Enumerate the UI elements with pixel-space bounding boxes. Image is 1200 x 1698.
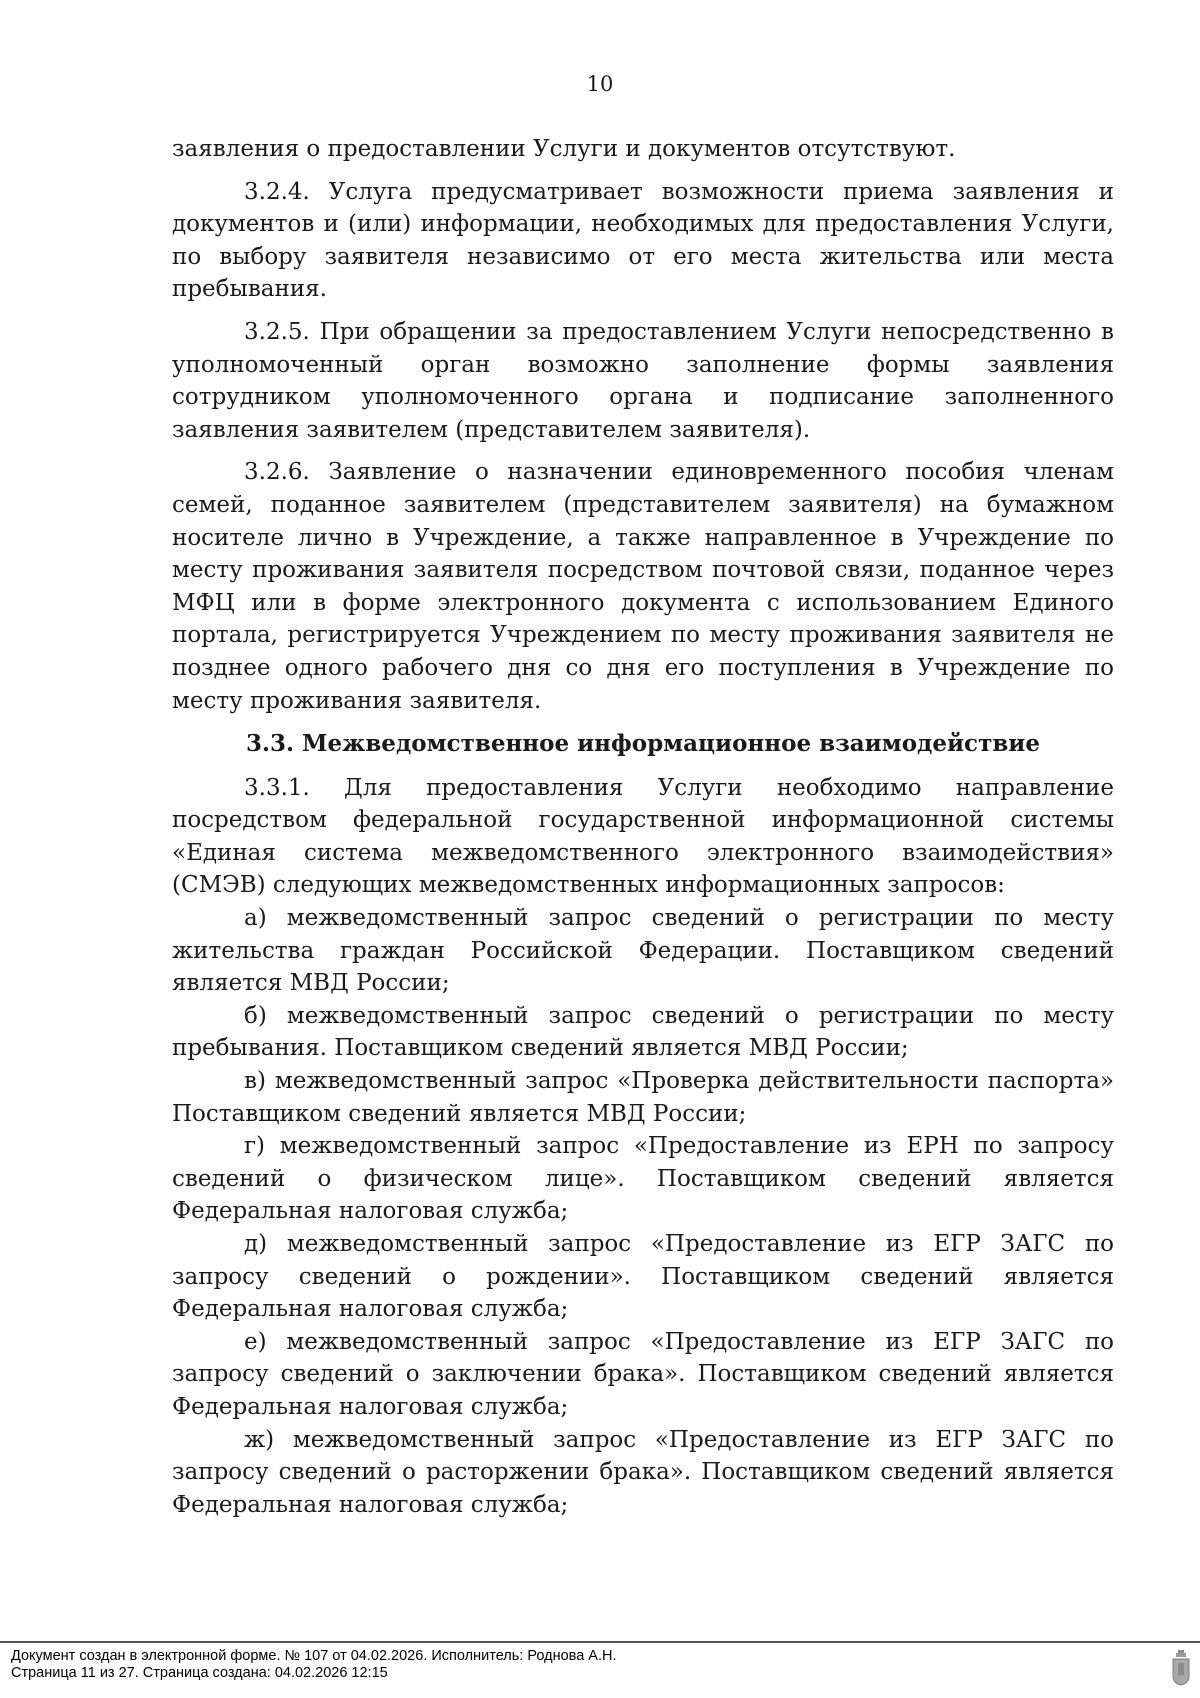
document-body	[172, 133, 1114, 1521]
paragraph-3-2-5: 3.2.5. При обращении за предоставлением Услуги непосредственно в уполномоченный орган возможно заполнение формы заявления сотрудником уполномоченного органа и подписание заполненного заявления заявителем (представителем заявителя).	[172, 318, 1114, 443]
coat-of-arms-icon	[1172, 1650, 1190, 1686]
paragraph-3-2-6: 3.2.6. Заявление о назначении единовременного пособия членам семей, поданное заявителем (представителем заявителя) на бумажном носителе лично в Учреждение, а также направленное в Учреждение по месту проживания заявителя посредством почтовой связи, поданное через МФЦ или в форме электронного документа с использованием Единого портала, регистрируется Учреждением по месту проживания заявителя не позднее одного рабочего дня со дня его поступления в Учреждение по месту проживания заявителя.	[172, 459, 1114, 714]
footer-line-2: Страница 11 из 27. Страница создана: 04.02.2026 12:15	[11, 1665, 388, 1681]
footer	[11, 1648, 617, 1682]
list-item-g: г) межведомственный запрос «Предоставление из ЕРН по запросу сведений о физическом лице». Поставщиком сведений является Федеральная налоговая служба;	[172, 1133, 1114, 1225]
section-heading-3-3: 3.3. Межведомственное информационное взаимодействие	[245, 730, 1040, 758]
list-item-d: д) межведомственный запрос «Предоставление из ЕГР ЗАГС по запросу сведений о рождении». Поставщиком сведений является Федеральная налоговая служба;	[172, 1231, 1114, 1323]
page-number: 10	[586, 72, 614, 96]
paragraph-continuation: заявления о предоставлении Услуги и документов отсутствуют.	[172, 136, 956, 162]
list-item-a: а) межведомственный запрос сведений о регистрации по месту жительства граждан Российской Федерации. Поставщиком сведений является МВД России;	[172, 905, 1114, 997]
list-item-zh: ж) межведомственный запрос «Предоставление из ЕГР ЗАГС по запросу сведений о расторжении брака». Поставщиком сведений является Федеральная налоговая служба;	[172, 1426, 1114, 1518]
footer-divider	[0, 1641, 1200, 1643]
list-item-e: е) межведомственный запрос «Предоставление из ЕГР ЗАГС по запросу сведений о заключении брака». Поставщиком сведений является Федеральная налоговая служба;	[172, 1328, 1114, 1420]
paragraph-3-2-4: 3.2.4. Услуга предусматривает возможности приема заявления и документов и (или) информации, необходимых для предоставления Услуги, по выбору заявителя независимо от его места жительства или места пребывания.	[172, 178, 1114, 303]
footer-line-1: Документ создан в электронной форме. № 107 от 04.02.2026. Исполнитель: Роднова А.Н.	[11, 1648, 617, 1664]
list-item-b: б) межведомственный запрос сведений о регистрации по месту пребывания. Поставщиком сведений является МВД России;	[172, 1002, 1114, 1062]
list-item-v: в) межведомственный запрос «Проверка действительности паспорта» Поставщиком сведений является МВД России;	[172, 1068, 1114, 1127]
paragraph-3-3-1: 3.3.1. Для предоставления Услуги необходимо направление посредством федеральной государственной информационной системы «Единая система межведомственного электронного взаимодействия» (СМЭВ) следующих межведомственных информационных запросов:	[172, 774, 1114, 899]
